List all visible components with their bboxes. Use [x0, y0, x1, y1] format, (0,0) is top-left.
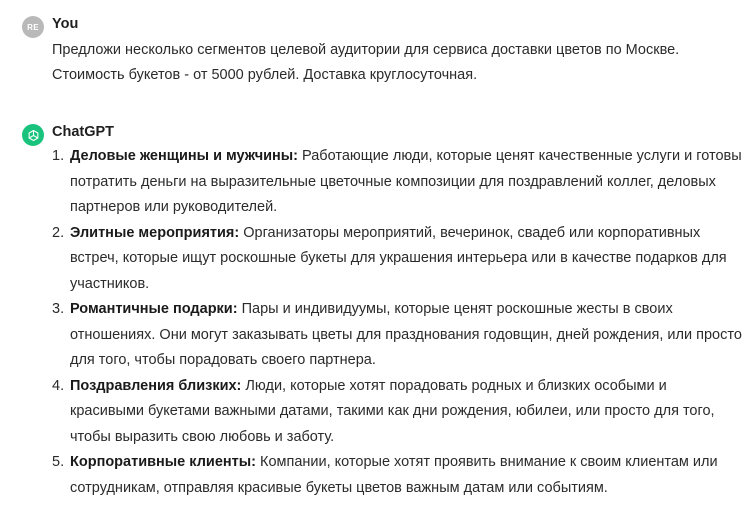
- item-text: Организаторы мероприятий, вечеринок, свадеб или корпоративных встреч, которые ищут роскошные букеты для украшения интерьера или в качестве подарков для участников.: [70, 224, 727, 292]
- item-text: Компании, которые хотят проявить внимание к своим клиентам или сотрудникам, отправляя красивые букеты цветов важным датам или событиям.: [70, 454, 718, 496]
- item-text: Работающие люди, которые ценят качественные услуги и готовы потратить деньги на выразительные цветочные композиции для поздравлений коллег, деловых партнеров или руководителей.: [70, 148, 742, 215]
- item-number: 2.: [52, 224, 65, 241]
- item-title: Элитные мероприятия:: [70, 224, 240, 241]
- user-message-text: Предложи несколько сегментов целевой аудитории для сервиса доставки цветов по Москве. Стоимость букетов - от 5000 рублей. Доставка круглосуточная.: [52, 42, 680, 83]
- list-item: [52, 221, 742, 298]
- openai-logo-icon: [22, 124, 44, 146]
- list-item: [52, 297, 742, 374]
- answer-list: [52, 144, 742, 501]
- list-item: [52, 450, 742, 501]
- item-number: 3.: [52, 301, 65, 317]
- item-number: 4.: [52, 377, 65, 394]
- list-item: [52, 144, 742, 221]
- assistant-author-name: ChatGPT: [52, 124, 115, 140]
- user-author-name: You: [52, 16, 79, 32]
- item-number: 1.: [52, 148, 65, 164]
- list-item: [52, 374, 742, 451]
- item-number: 5.: [52, 454, 65, 470]
- item-title: Романтичные подарки:: [70, 301, 238, 317]
- item-text: Люди, которые хотят порадовать родных и близких особыми и красивыми букетами важными датами, такими как дни рождения, юбилеи, или просто для того, чтобы выразить свою любовь и заботу.: [70, 377, 715, 445]
- item-title: Корпоративные клиенты:: [70, 454, 256, 470]
- user-avatar: RE: [22, 16, 44, 38]
- item-title: Деловые женщины и мужчины:: [70, 148, 299, 164]
- item-text: Пары и индивидуумы, которые ценят роскошные жесты в своих отношениях. Они могут заказывать цветы для празднования годовщин, дней рождения, или просто для того, чтобы порадовать своего партнера.: [70, 301, 742, 368]
- item-title: Поздравления близких:: [70, 377, 242, 394]
